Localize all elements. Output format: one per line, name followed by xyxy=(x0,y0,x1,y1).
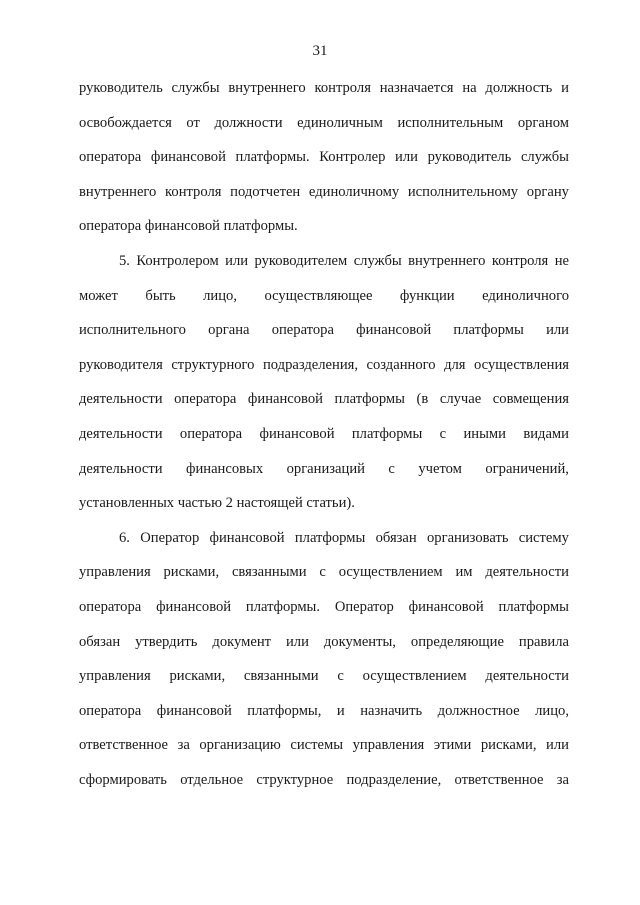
text-line xyxy=(79,701,569,736)
word: платформы xyxy=(498,598,569,615)
word: Оператор xyxy=(334,598,394,615)
text-line xyxy=(79,320,569,355)
word: организаций xyxy=(286,460,365,477)
word: платформы xyxy=(453,322,524,339)
word: внутреннего xyxy=(228,80,306,96)
word: организацию xyxy=(199,737,281,754)
word: функции xyxy=(399,287,455,304)
word: контроля xyxy=(165,183,222,200)
word: контроля xyxy=(491,252,549,269)
text-line xyxy=(79,182,569,217)
word: внутреннего xyxy=(79,183,157,200)
word: организовать xyxy=(427,529,509,546)
word: может xyxy=(79,287,118,304)
word: или xyxy=(546,737,569,754)
text-line xyxy=(79,666,569,701)
word: видами xyxy=(523,425,569,442)
word: оператора xyxy=(79,702,142,719)
text-line xyxy=(79,389,569,424)
word: органу xyxy=(526,183,569,200)
word: 6. xyxy=(119,529,130,546)
text-line xyxy=(79,78,569,113)
word: или xyxy=(225,252,249,269)
word: правила xyxy=(518,633,569,650)
word: Контролером xyxy=(136,252,219,269)
word: случае xyxy=(439,391,482,408)
text-line xyxy=(79,770,569,805)
word: оператора xyxy=(179,425,243,442)
word: руководителем xyxy=(254,252,348,269)
word: платформы, xyxy=(247,702,322,719)
word: связанными xyxy=(231,564,307,581)
word: управления xyxy=(79,668,151,685)
word: платформы xyxy=(334,391,405,408)
word: органом xyxy=(517,114,569,131)
word: подразделения, xyxy=(262,356,359,373)
word: и xyxy=(561,80,569,96)
word: платформы xyxy=(351,425,423,442)
word: управления xyxy=(352,737,425,754)
word: систему xyxy=(518,529,569,546)
word: внутреннего xyxy=(408,252,486,269)
word: осуществляющее xyxy=(264,287,373,304)
word: структурное xyxy=(256,771,334,788)
word: платформы xyxy=(294,529,366,546)
document-body xyxy=(79,78,569,804)
word: им xyxy=(455,564,473,581)
word: ограничений, xyxy=(485,460,569,477)
text-line xyxy=(79,147,569,182)
word: за xyxy=(177,737,190,754)
word: (в xyxy=(416,391,429,408)
word: подразделение, xyxy=(346,771,442,788)
paragraph-continuation xyxy=(79,78,569,251)
word: отдельное xyxy=(180,771,244,788)
text-line-last: установленных частью 2 настоящей статьи). xyxy=(79,495,355,512)
word: ответственное xyxy=(79,737,169,754)
paragraph-6 xyxy=(79,528,569,805)
word: финансовых xyxy=(186,460,264,477)
word: оператора xyxy=(79,598,142,615)
text-line xyxy=(79,632,569,667)
word: финансовой xyxy=(156,598,232,615)
word: совмещения xyxy=(492,391,569,408)
word: деятельности xyxy=(79,391,163,408)
word: финансовой xyxy=(247,391,323,408)
word: должностное xyxy=(437,702,520,719)
word: контроля xyxy=(314,80,371,96)
word: иными xyxy=(463,425,506,442)
text-line xyxy=(79,355,569,390)
word: оператора xyxy=(79,149,142,166)
word: за xyxy=(556,771,569,788)
word: органа xyxy=(208,322,250,339)
word: деятельности xyxy=(79,425,163,442)
word: осуществления xyxy=(474,356,569,373)
word: управления xyxy=(79,564,151,581)
paragraph-5 xyxy=(79,251,569,528)
word: должности xyxy=(214,114,283,131)
word: учетом xyxy=(418,460,462,477)
word: финансовой xyxy=(209,529,285,546)
word: структурного xyxy=(171,356,255,373)
word: лицо, xyxy=(203,287,237,304)
word: или xyxy=(395,149,418,166)
word: исполнительным xyxy=(397,114,504,131)
word: платформы. xyxy=(245,598,321,615)
word: системы xyxy=(290,737,344,754)
word: службы xyxy=(520,149,569,166)
word: финансовой xyxy=(356,322,432,339)
word: платформы. xyxy=(235,149,310,166)
word: обязан xyxy=(375,529,417,546)
word: для xyxy=(444,356,466,373)
word: с xyxy=(319,564,326,581)
word: финансовой xyxy=(408,598,484,615)
word: с xyxy=(439,425,447,442)
page-number: 31 xyxy=(312,43,328,59)
word: осуществлением xyxy=(338,564,443,581)
word: Контролер xyxy=(319,149,386,166)
word: созданного xyxy=(366,356,436,373)
word: от xyxy=(186,114,200,131)
word: осуществлением xyxy=(362,668,467,685)
word: руководителя xyxy=(79,356,163,373)
word: 5. xyxy=(119,252,130,269)
word: документ xyxy=(212,633,272,650)
text-line xyxy=(79,735,569,770)
word: Оператор xyxy=(140,529,200,546)
word: документы, xyxy=(323,633,396,650)
word: или xyxy=(286,633,309,650)
word: финансовой xyxy=(156,702,232,719)
word: деятельности xyxy=(79,460,163,477)
word: с xyxy=(337,668,344,685)
word: единоличным xyxy=(297,114,383,131)
word: этими xyxy=(433,737,472,754)
word: финансовой xyxy=(150,149,226,166)
word: руководитель xyxy=(427,149,512,166)
word: или xyxy=(546,322,569,339)
word: оператора xyxy=(271,322,334,339)
word: рисками, xyxy=(163,564,220,581)
text-line xyxy=(79,424,569,459)
word: службы xyxy=(171,80,220,96)
word: исполнительному xyxy=(407,183,519,200)
word: оператора xyxy=(174,391,237,408)
word: финансовой xyxy=(259,425,335,442)
text-line xyxy=(79,113,569,148)
text-line xyxy=(79,562,569,597)
text-line xyxy=(79,459,569,494)
word: службы xyxy=(353,252,402,269)
word: подотчетен xyxy=(230,183,301,200)
word: ответственное xyxy=(454,771,544,788)
word: быть xyxy=(145,287,176,304)
word: деятельности xyxy=(485,668,569,685)
word: на xyxy=(462,80,477,96)
text-line-last: оператора финансовой платформы. xyxy=(79,218,298,235)
word: назначается xyxy=(379,80,454,96)
word: утвердить xyxy=(135,633,198,650)
word: рисками, xyxy=(480,737,537,754)
word: обязан xyxy=(79,633,121,650)
word: и xyxy=(336,702,345,719)
word: не xyxy=(554,252,569,269)
text-line xyxy=(79,597,569,632)
word: назначить xyxy=(360,702,423,719)
word: освобождается xyxy=(79,114,172,131)
word: руководитель xyxy=(79,80,163,96)
word: должность xyxy=(485,80,553,96)
word: связанными xyxy=(243,668,319,685)
text-line xyxy=(79,286,569,321)
word: определяющие xyxy=(410,633,504,650)
word: рисками, xyxy=(169,668,226,685)
text-line-first xyxy=(79,251,569,286)
word: лицо, xyxy=(535,702,569,719)
word: единоличному xyxy=(308,183,400,200)
word: сформировать xyxy=(79,771,167,788)
text-line-first xyxy=(79,528,569,563)
word: с xyxy=(388,460,395,477)
word: деятельности xyxy=(485,564,569,581)
word: единоличного xyxy=(482,287,569,304)
word: исполнительного xyxy=(79,322,186,339)
